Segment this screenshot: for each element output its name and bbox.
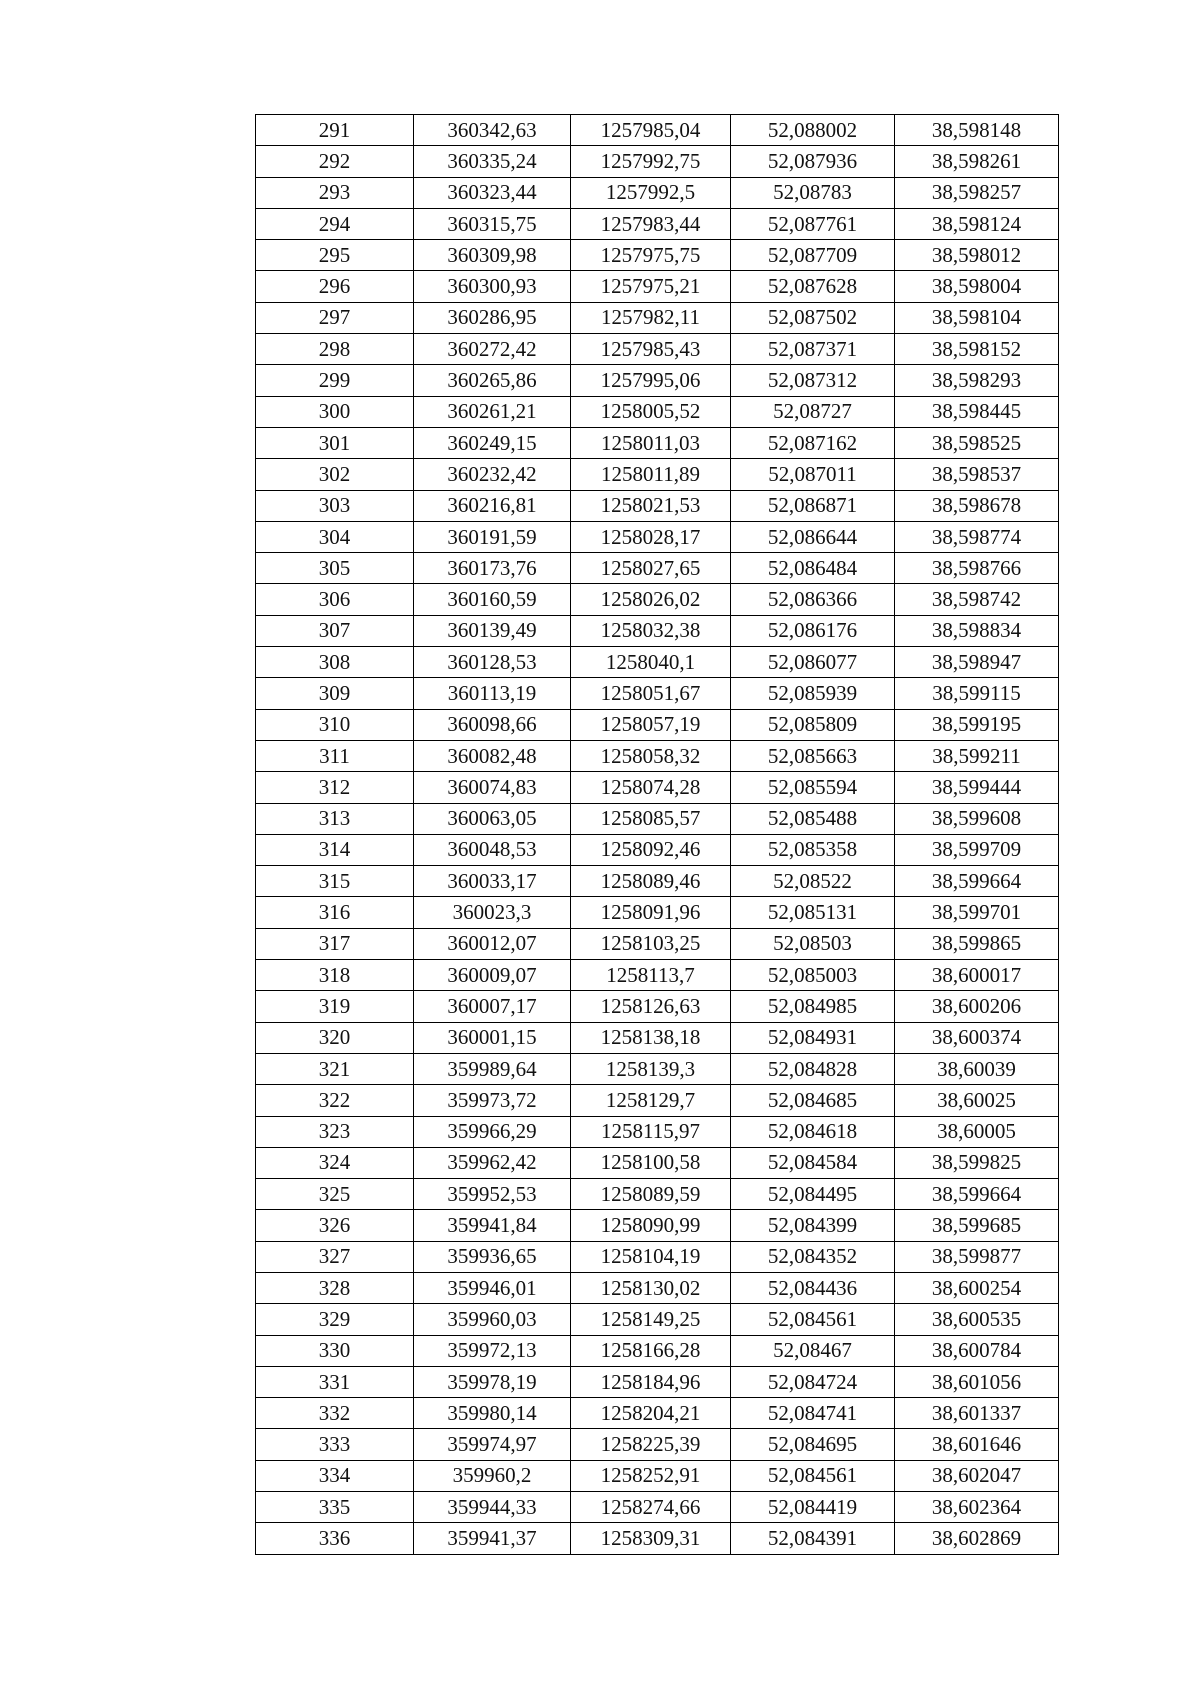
x-coordinate-cell: 360261,21 [414, 396, 571, 427]
latitude-cell: 52,087162 [731, 427, 895, 458]
longitude-cell: 38,599115 [895, 678, 1059, 709]
point-number-cell: 331 [256, 1366, 414, 1397]
x-coordinate-cell: 360139,49 [414, 615, 571, 646]
x-coordinate-cell: 360160,59 [414, 584, 571, 615]
longitude-cell: 38,598445 [895, 396, 1059, 427]
table-row [256, 803, 1059, 834]
x-coordinate-cell: 359936,65 [414, 1241, 571, 1272]
table-row [256, 365, 1059, 396]
latitude-cell: 52,085594 [731, 772, 895, 803]
table-row [256, 490, 1059, 521]
latitude-cell: 52,084561 [731, 1460, 895, 1491]
point-number-cell: 313 [256, 803, 414, 834]
x-coordinate-cell: 360300,93 [414, 271, 571, 302]
y-coordinate-cell: 1258100,58 [571, 1147, 731, 1178]
table-row [256, 208, 1059, 239]
longitude-cell: 38,598766 [895, 553, 1059, 584]
point-number-cell: 311 [256, 740, 414, 771]
longitude-cell: 38,599664 [895, 1179, 1059, 1210]
latitude-cell: 52,087761 [731, 208, 895, 239]
x-coordinate-cell: 360001,15 [414, 1022, 571, 1053]
table-row [256, 302, 1059, 333]
point-number-cell: 302 [256, 459, 414, 490]
point-number-cell: 327 [256, 1241, 414, 1272]
table-row [256, 834, 1059, 865]
latitude-cell: 52,086176 [731, 615, 895, 646]
longitude-cell: 38,60005 [895, 1116, 1059, 1147]
longitude-cell: 38,599701 [895, 897, 1059, 928]
y-coordinate-cell: 1258074,28 [571, 772, 731, 803]
y-coordinate-cell: 1257992,75 [571, 146, 731, 177]
x-coordinate-cell: 360033,17 [414, 866, 571, 897]
x-coordinate-cell: 359980,14 [414, 1398, 571, 1429]
y-coordinate-cell: 1258028,17 [571, 521, 731, 552]
latitude-cell: 52,084724 [731, 1366, 895, 1397]
y-coordinate-cell: 1258021,53 [571, 490, 731, 521]
longitude-cell: 38,599865 [895, 928, 1059, 959]
point-number-cell: 329 [256, 1304, 414, 1335]
latitude-cell: 52,08522 [731, 866, 895, 897]
y-coordinate-cell: 1258103,25 [571, 928, 731, 959]
y-coordinate-cell: 1257975,75 [571, 240, 731, 271]
table-row [256, 146, 1059, 177]
point-number-cell: 297 [256, 302, 414, 333]
table-row [256, 928, 1059, 959]
latitude-cell: 52,084436 [731, 1272, 895, 1303]
y-coordinate-cell: 1258058,32 [571, 740, 731, 771]
longitude-cell: 38,598678 [895, 490, 1059, 521]
longitude-cell: 38,599664 [895, 866, 1059, 897]
point-number-cell: 299 [256, 365, 414, 396]
x-coordinate-cell: 359966,29 [414, 1116, 571, 1147]
latitude-cell: 52,086871 [731, 490, 895, 521]
latitude-cell: 52,085358 [731, 834, 895, 865]
point-number-cell: 301 [256, 427, 414, 458]
table-row [256, 115, 1059, 146]
x-coordinate-cell: 360173,76 [414, 553, 571, 584]
y-coordinate-cell: 1258139,3 [571, 1053, 731, 1084]
table-row [256, 1022, 1059, 1053]
x-coordinate-cell: 360128,53 [414, 647, 571, 678]
point-number-cell: 330 [256, 1335, 414, 1366]
table-row [256, 740, 1059, 771]
coordinates-table [255, 114, 1059, 1555]
y-coordinate-cell: 1258104,19 [571, 1241, 731, 1272]
y-coordinate-cell: 1258027,65 [571, 553, 731, 584]
table-row [256, 647, 1059, 678]
table-row [256, 772, 1059, 803]
point-number-cell: 303 [256, 490, 414, 521]
longitude-cell: 38,600017 [895, 960, 1059, 991]
point-number-cell: 308 [256, 647, 414, 678]
table-row [256, 271, 1059, 302]
x-coordinate-cell: 360309,98 [414, 240, 571, 271]
latitude-cell: 52,085003 [731, 960, 895, 991]
y-coordinate-cell: 1258005,52 [571, 396, 731, 427]
table-row [256, 1366, 1059, 1397]
table-row [256, 177, 1059, 208]
x-coordinate-cell: 360323,44 [414, 177, 571, 208]
x-coordinate-cell: 360098,66 [414, 709, 571, 740]
y-coordinate-cell: 1257983,44 [571, 208, 731, 239]
longitude-cell: 38,598293 [895, 365, 1059, 396]
longitude-cell: 38,598834 [895, 615, 1059, 646]
y-coordinate-cell: 1258115,97 [571, 1116, 731, 1147]
table-row [256, 678, 1059, 709]
point-number-cell: 314 [256, 834, 414, 865]
table-row [256, 427, 1059, 458]
x-coordinate-cell: 359962,42 [414, 1147, 571, 1178]
x-coordinate-cell: 360249,15 [414, 427, 571, 458]
latitude-cell: 52,084931 [731, 1022, 895, 1053]
x-coordinate-cell: 360335,24 [414, 146, 571, 177]
latitude-cell: 52,084695 [731, 1429, 895, 1460]
longitude-cell: 38,600535 [895, 1304, 1059, 1335]
table-row [256, 1460, 1059, 1491]
x-coordinate-cell: 359960,2 [414, 1460, 571, 1491]
y-coordinate-cell: 1258089,46 [571, 866, 731, 897]
latitude-cell: 52,085809 [731, 709, 895, 740]
longitude-cell: 38,60039 [895, 1053, 1059, 1084]
longitude-cell: 38,598261 [895, 146, 1059, 177]
point-number-cell: 325 [256, 1179, 414, 1210]
table-row [256, 1053, 1059, 1084]
longitude-cell: 38,598104 [895, 302, 1059, 333]
latitude-cell: 52,084741 [731, 1398, 895, 1429]
table-row [256, 1398, 1059, 1429]
point-number-cell: 324 [256, 1147, 414, 1178]
x-coordinate-cell: 360023,3 [414, 897, 571, 928]
y-coordinate-cell: 1258309,31 [571, 1523, 731, 1554]
latitude-cell: 52,085663 [731, 740, 895, 771]
x-coordinate-cell: 360315,75 [414, 208, 571, 239]
table-row [256, 1147, 1059, 1178]
x-coordinate-cell: 359941,84 [414, 1210, 571, 1241]
longitude-cell: 38,598525 [895, 427, 1059, 458]
x-coordinate-cell: 359974,97 [414, 1429, 571, 1460]
longitude-cell: 38,598947 [895, 647, 1059, 678]
longitude-cell: 38,600374 [895, 1022, 1059, 1053]
longitude-cell: 38,599877 [895, 1241, 1059, 1272]
y-coordinate-cell: 1258166,28 [571, 1335, 731, 1366]
table-row [256, 521, 1059, 552]
y-coordinate-cell: 1257992,5 [571, 177, 731, 208]
table-row [256, 553, 1059, 584]
latitude-cell: 52,08467 [731, 1335, 895, 1366]
y-coordinate-cell: 1258184,96 [571, 1366, 731, 1397]
x-coordinate-cell: 360342,63 [414, 115, 571, 146]
latitude-cell: 52,084618 [731, 1116, 895, 1147]
y-coordinate-cell: 1258091,96 [571, 897, 731, 928]
latitude-cell: 52,086484 [731, 553, 895, 584]
x-coordinate-cell: 359944,33 [414, 1492, 571, 1523]
y-coordinate-cell: 1258085,57 [571, 803, 731, 834]
latitude-cell: 52,087936 [731, 146, 895, 177]
longitude-cell: 38,598012 [895, 240, 1059, 271]
point-number-cell: 316 [256, 897, 414, 928]
longitude-cell: 38,599608 [895, 803, 1059, 834]
point-number-cell: 322 [256, 1085, 414, 1116]
point-number-cell: 305 [256, 553, 414, 584]
table-row [256, 1429, 1059, 1460]
y-coordinate-cell: 1258129,7 [571, 1085, 731, 1116]
point-number-cell: 312 [256, 772, 414, 803]
table-row [256, 1492, 1059, 1523]
table-row [256, 240, 1059, 271]
point-number-cell: 319 [256, 991, 414, 1022]
point-number-cell: 295 [256, 240, 414, 271]
latitude-cell: 52,086366 [731, 584, 895, 615]
table-row [256, 615, 1059, 646]
x-coordinate-cell: 360074,83 [414, 772, 571, 803]
longitude-cell: 38,598148 [895, 115, 1059, 146]
table-row [256, 709, 1059, 740]
x-coordinate-cell: 359960,03 [414, 1304, 571, 1335]
x-coordinate-cell: 360286,95 [414, 302, 571, 333]
latitude-cell: 52,084584 [731, 1147, 895, 1178]
table-row [256, 1304, 1059, 1335]
point-number-cell: 334 [256, 1460, 414, 1491]
longitude-cell: 38,60025 [895, 1085, 1059, 1116]
table-row [256, 1085, 1059, 1116]
table-row [256, 1210, 1059, 1241]
point-number-cell: 304 [256, 521, 414, 552]
x-coordinate-cell: 360012,07 [414, 928, 571, 959]
point-number-cell: 321 [256, 1053, 414, 1084]
y-coordinate-cell: 1258057,19 [571, 709, 731, 740]
latitude-cell: 52,087709 [731, 240, 895, 271]
y-coordinate-cell: 1258092,46 [571, 834, 731, 865]
x-coordinate-cell: 360007,17 [414, 991, 571, 1022]
longitude-cell: 38,601056 [895, 1366, 1059, 1397]
longitude-cell: 38,599709 [895, 834, 1059, 865]
latitude-cell: 52,087011 [731, 459, 895, 490]
table-row [256, 334, 1059, 365]
x-coordinate-cell: 359989,64 [414, 1053, 571, 1084]
point-number-cell: 298 [256, 334, 414, 365]
longitude-cell: 38,598774 [895, 521, 1059, 552]
x-coordinate-cell: 359941,37 [414, 1523, 571, 1554]
x-coordinate-cell: 359946,01 [414, 1272, 571, 1303]
longitude-cell: 38,598537 [895, 459, 1059, 490]
point-number-cell: 307 [256, 615, 414, 646]
latitude-cell: 52,088002 [731, 115, 895, 146]
y-coordinate-cell: 1258032,38 [571, 615, 731, 646]
longitude-cell: 38,599685 [895, 1210, 1059, 1241]
longitude-cell: 38,601337 [895, 1398, 1059, 1429]
latitude-cell: 52,087371 [731, 334, 895, 365]
table-row [256, 1116, 1059, 1147]
y-coordinate-cell: 1258090,99 [571, 1210, 731, 1241]
table-row [256, 1272, 1059, 1303]
point-number-cell: 333 [256, 1429, 414, 1460]
table-row [256, 1523, 1059, 1554]
table-row [256, 866, 1059, 897]
longitude-cell: 38,599825 [895, 1147, 1059, 1178]
latitude-cell: 52,084828 [731, 1053, 895, 1084]
y-coordinate-cell: 1258089,59 [571, 1179, 731, 1210]
latitude-cell: 52,085488 [731, 803, 895, 834]
latitude-cell: 52,084685 [731, 1085, 895, 1116]
y-coordinate-cell: 1258225,39 [571, 1429, 731, 1460]
table-row [256, 584, 1059, 615]
point-number-cell: 336 [256, 1523, 414, 1554]
x-coordinate-cell: 359972,13 [414, 1335, 571, 1366]
point-number-cell: 296 [256, 271, 414, 302]
y-coordinate-cell: 1258204,21 [571, 1398, 731, 1429]
longitude-cell: 38,598124 [895, 208, 1059, 239]
longitude-cell: 38,599195 [895, 709, 1059, 740]
y-coordinate-cell: 1257975,21 [571, 271, 731, 302]
y-coordinate-cell: 1258130,02 [571, 1272, 731, 1303]
table-row [256, 1241, 1059, 1272]
y-coordinate-cell: 1258040,1 [571, 647, 731, 678]
x-coordinate-cell: 360265,86 [414, 365, 571, 396]
point-number-cell: 310 [256, 709, 414, 740]
latitude-cell: 52,08727 [731, 396, 895, 427]
latitude-cell: 52,084419 [731, 1492, 895, 1523]
latitude-cell: 52,08503 [731, 928, 895, 959]
y-coordinate-cell: 1257982,11 [571, 302, 731, 333]
y-coordinate-cell: 1258126,63 [571, 991, 731, 1022]
point-number-cell: 315 [256, 866, 414, 897]
longitude-cell: 38,602364 [895, 1492, 1059, 1523]
longitude-cell: 38,602047 [895, 1460, 1059, 1491]
table-row [256, 897, 1059, 928]
longitude-cell: 38,598742 [895, 584, 1059, 615]
point-number-cell: 317 [256, 928, 414, 959]
longitude-cell: 38,598004 [895, 271, 1059, 302]
y-coordinate-cell: 1258026,02 [571, 584, 731, 615]
longitude-cell: 38,600206 [895, 991, 1059, 1022]
longitude-cell: 38,599211 [895, 740, 1059, 771]
point-number-cell: 318 [256, 960, 414, 991]
latitude-cell: 52,087502 [731, 302, 895, 333]
x-coordinate-cell: 360232,42 [414, 459, 571, 490]
y-coordinate-cell: 1258011,03 [571, 427, 731, 458]
y-coordinate-cell: 1257985,04 [571, 115, 731, 146]
point-number-cell: 293 [256, 177, 414, 208]
y-coordinate-cell: 1258011,89 [571, 459, 731, 490]
latitude-cell: 52,087628 [731, 271, 895, 302]
y-coordinate-cell: 1257985,43 [571, 334, 731, 365]
latitude-cell: 52,084391 [731, 1523, 895, 1554]
x-coordinate-cell: 359978,19 [414, 1366, 571, 1397]
table-row [256, 459, 1059, 490]
point-number-cell: 335 [256, 1492, 414, 1523]
x-coordinate-cell: 360082,48 [414, 740, 571, 771]
latitude-cell: 52,084985 [731, 991, 895, 1022]
point-number-cell: 291 [256, 115, 414, 146]
y-coordinate-cell: 1258051,67 [571, 678, 731, 709]
table-row [256, 1335, 1059, 1366]
latitude-cell: 52,084399 [731, 1210, 895, 1241]
x-coordinate-cell: 360063,05 [414, 803, 571, 834]
x-coordinate-cell: 360191,59 [414, 521, 571, 552]
longitude-cell: 38,600784 [895, 1335, 1059, 1366]
y-coordinate-cell: 1258138,18 [571, 1022, 731, 1053]
longitude-cell: 38,602869 [895, 1523, 1059, 1554]
longitude-cell: 38,598257 [895, 177, 1059, 208]
latitude-cell: 52,086077 [731, 647, 895, 678]
y-coordinate-cell: 1258113,7 [571, 960, 731, 991]
x-coordinate-cell: 360113,19 [414, 678, 571, 709]
x-coordinate-cell: 359952,53 [414, 1179, 571, 1210]
table-row [256, 960, 1059, 991]
y-coordinate-cell: 1258252,91 [571, 1460, 731, 1491]
table-row [256, 1179, 1059, 1210]
longitude-cell: 38,598152 [895, 334, 1059, 365]
latitude-cell: 52,08783 [731, 177, 895, 208]
point-number-cell: 306 [256, 584, 414, 615]
y-coordinate-cell: 1257995,06 [571, 365, 731, 396]
table-row [256, 991, 1059, 1022]
point-number-cell: 326 [256, 1210, 414, 1241]
longitude-cell: 38,599444 [895, 772, 1059, 803]
point-number-cell: 323 [256, 1116, 414, 1147]
latitude-cell: 52,084561 [731, 1304, 895, 1335]
latitude-cell: 52,087312 [731, 365, 895, 396]
point-number-cell: 309 [256, 678, 414, 709]
latitude-cell: 52,084352 [731, 1241, 895, 1272]
y-coordinate-cell: 1258274,66 [571, 1492, 731, 1523]
longitude-cell: 38,600254 [895, 1272, 1059, 1303]
point-number-cell: 294 [256, 208, 414, 239]
x-coordinate-cell: 360048,53 [414, 834, 571, 865]
point-number-cell: 292 [256, 146, 414, 177]
point-number-cell: 328 [256, 1272, 414, 1303]
x-coordinate-cell: 360216,81 [414, 490, 571, 521]
point-number-cell: 332 [256, 1398, 414, 1429]
point-number-cell: 300 [256, 396, 414, 427]
point-number-cell: 320 [256, 1022, 414, 1053]
latitude-cell: 52,085131 [731, 897, 895, 928]
y-coordinate-cell: 1258149,25 [571, 1304, 731, 1335]
x-coordinate-cell: 360272,42 [414, 334, 571, 365]
x-coordinate-cell: 359973,72 [414, 1085, 571, 1116]
latitude-cell: 52,086644 [731, 521, 895, 552]
coordinates-table-body [256, 115, 1059, 1555]
x-coordinate-cell: 360009,07 [414, 960, 571, 991]
longitude-cell: 38,601646 [895, 1429, 1059, 1460]
table-row [256, 396, 1059, 427]
latitude-cell: 52,085939 [731, 678, 895, 709]
latitude-cell: 52,084495 [731, 1179, 895, 1210]
